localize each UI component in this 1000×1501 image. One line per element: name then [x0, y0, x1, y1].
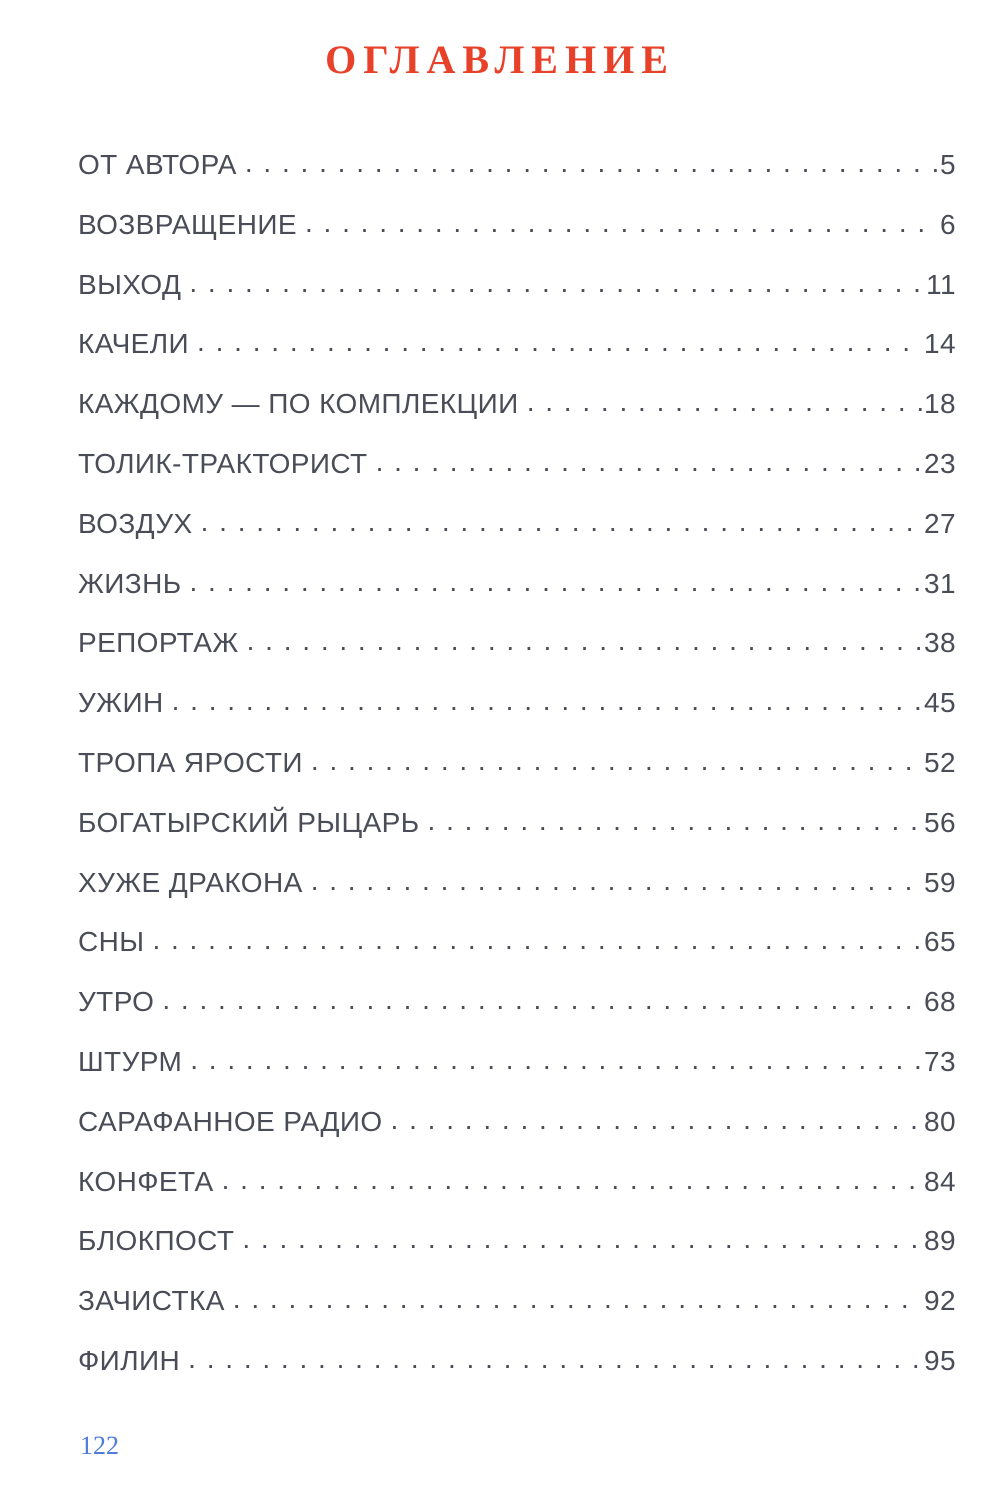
toc-entry-page: 31 — [924, 567, 956, 599]
toc-entry-page: 52 — [924, 746, 956, 778]
toc-entry[interactable] — [78, 619, 956, 679]
page-title: ОГЛАВЛЕНИЕ — [325, 37, 675, 82]
toc-entry-page: 23 — [924, 447, 956, 479]
toc-entry-title: ТРОПА ЯРОСТИ — [78, 746, 303, 778]
toc-dot-leader — [152, 916, 922, 964]
toc-entry[interactable] — [78, 859, 956, 919]
toc-entry-page: 65 — [924, 926, 956, 958]
toc-entry[interactable] — [78, 500, 956, 560]
toc-entry-title: ОТ АВТОРА — [78, 149, 237, 180]
toc-dot-leader — [190, 558, 923, 606]
toc-entry-page: 68 — [924, 986, 956, 1018]
toc-dot-leader — [189, 259, 924, 307]
toc-entry-title: УЖИН — [78, 687, 164, 719]
toc-entry-page: 27 — [924, 507, 956, 539]
toc-entry[interactable] — [78, 320, 956, 380]
toc-dot-leader — [245, 139, 938, 187]
toc-dot-leader — [197, 318, 922, 366]
toc-entry-title: КАЧЕЛИ — [78, 328, 190, 360]
toc-dot-leader — [527, 378, 922, 426]
toc-entry-page: 56 — [924, 806, 956, 838]
toc-entry-title: ВЫХОД — [78, 268, 182, 300]
toc-entry-page: 80 — [924, 1105, 956, 1137]
toc-entry-title: ВОЗВРАЩЕНИЕ — [78, 208, 297, 240]
toc-entry-page: 45 — [924, 687, 956, 719]
toc-entry[interactable] — [78, 679, 956, 739]
toc-entry-title: УТРО — [78, 986, 155, 1018]
toc-entry-page: 38 — [924, 627, 956, 659]
toc-entry-title: ШТУРМ — [78, 1045, 183, 1077]
toc-entry-page: 6 — [940, 208, 956, 240]
toc-dot-leader — [172, 677, 922, 725]
toc-dot-leader — [201, 498, 922, 546]
toc-entry[interactable] — [78, 1038, 956, 1098]
toc-entry-page: 5 — [940, 149, 956, 180]
toc-dot-leader — [305, 199, 938, 247]
toc-entry-title: БЛОКПОСТ — [78, 1225, 235, 1257]
toc-entry-page: 89 — [924, 1225, 956, 1257]
toc-entry-page: 73 — [924, 1045, 956, 1077]
toc-dot-leader — [391, 1096, 923, 1144]
page-number: 122 — [80, 1431, 119, 1460]
toc-entry[interactable] — [78, 1337, 956, 1397]
toc-entry[interactable] — [78, 141, 956, 201]
toc-entry-title: САРАФАННОЕ РАДИО — [78, 1105, 383, 1137]
toc-entry[interactable] — [78, 799, 956, 859]
toc-entry-page: 18 — [924, 388, 956, 420]
toc-entry-title: ТОЛИК-ТРАКТОРИСТ — [78, 447, 368, 479]
table-of-contents — [78, 141, 956, 1397]
toc-dot-leader — [222, 1156, 922, 1204]
toc-entry-title: ЗАЧИСТКА — [78, 1285, 225, 1317]
toc-entry-page: 59 — [924, 866, 956, 898]
toc-dot-leader — [190, 1036, 922, 1084]
toc-entry-page: 95 — [924, 1344, 956, 1376]
toc-entry[interactable] — [78, 739, 956, 799]
toc-dot-leader — [311, 737, 922, 785]
toc-entry-page: 14 — [924, 328, 956, 360]
toc-entry[interactable] — [78, 1098, 956, 1158]
toc-entry-title: БОГАТЫРСКИЙ РЫЦАРЬ — [78, 806, 420, 838]
toc-entry[interactable] — [78, 440, 956, 500]
toc-dot-leader — [242, 1215, 922, 1263]
toc-dot-leader — [188, 1335, 922, 1383]
toc-entry[interactable] — [78, 261, 956, 321]
toc-entry[interactable] — [78, 1277, 956, 1337]
toc-entry-title: ВОЗДУХ — [78, 507, 193, 539]
toc-entry[interactable] — [78, 1217, 956, 1277]
toc-entry-page: 11 — [926, 268, 956, 300]
toc-entry[interactable] — [78, 978, 956, 1038]
toc-dot-leader — [311, 857, 922, 905]
toc-dot-leader — [162, 976, 922, 1024]
toc-dot-leader — [376, 438, 922, 486]
toc-entry-page: 84 — [924, 1165, 956, 1197]
toc-entry[interactable] — [78, 918, 956, 978]
toc-entry[interactable] — [78, 560, 956, 620]
toc-dot-leader — [233, 1275, 922, 1323]
toc-entry-title: ФИЛИН — [78, 1344, 181, 1376]
toc-dot-leader — [428, 797, 923, 845]
toc-entry-title: СНЫ — [78, 926, 145, 958]
toc-entry-title: КАЖДОМУ — ПО КОМПЛЕКЦИИ — [78, 388, 519, 420]
toc-entry-title: РЕПОРТАЖ — [78, 627, 239, 659]
toc-dot-leader — [247, 617, 922, 665]
toc-entry-title: ХУЖЕ ДРАКОНА — [78, 866, 303, 898]
toc-entry-title: ЖИЗНЬ — [78, 567, 182, 599]
toc-entry[interactable] — [78, 201, 956, 261]
toc-entry[interactable] — [78, 380, 956, 440]
toc-entry-page: 92 — [924, 1285, 956, 1317]
toc-entry-title: КОНФЕТА — [78, 1165, 214, 1197]
toc-entry[interactable] — [78, 1158, 956, 1218]
